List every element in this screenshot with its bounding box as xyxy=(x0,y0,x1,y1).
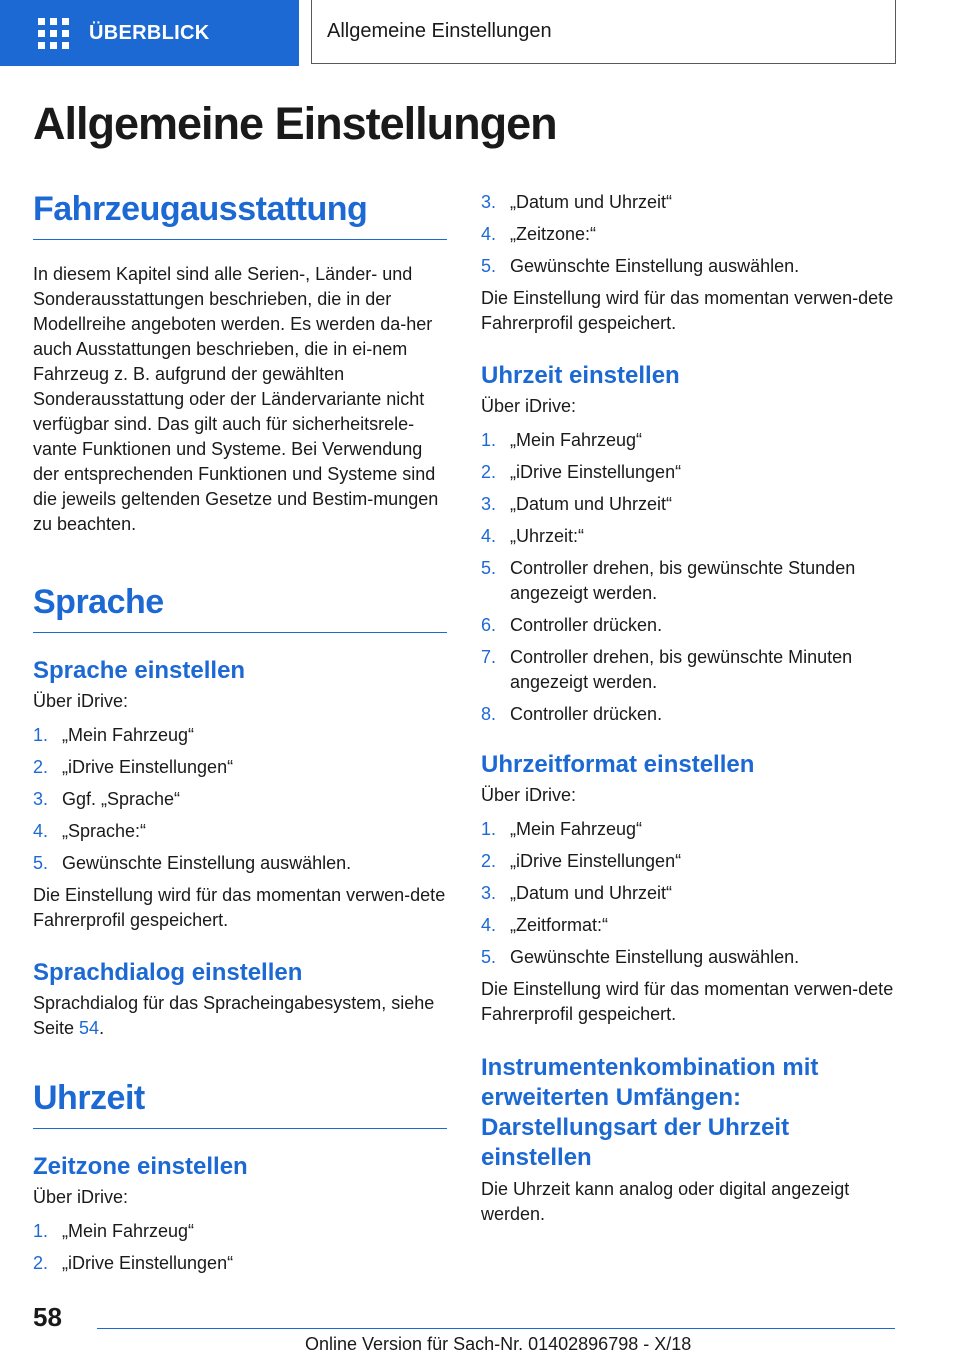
list-item: 5. Gewünschte Einstellung auswählen. xyxy=(33,853,352,873)
footer-divider xyxy=(97,1328,895,1329)
subsection-title-uhrzeitformat: Uhrzeitformat einstellen xyxy=(481,751,755,778)
breadcrumb[interactable] xyxy=(311,0,896,64)
subsection-title-uhrzeit-einstellen: Uhrzeit einstellen xyxy=(481,362,680,389)
zeitzone-steps-part1 xyxy=(33,1219,447,1276)
list-item: 3. „Datum und Uhrzeit“ xyxy=(481,192,673,212)
list-item: 2. „iDrive Einstellungen“ xyxy=(481,462,682,482)
list-item: 8. Controller drücken. xyxy=(481,704,663,724)
breadcrumb-label: Allgemeine Einstellungen xyxy=(327,20,552,42)
section-title-uhrzeit: Uhrzeit xyxy=(33,1079,447,1129)
list-item: 4. „Zeitformat:“ xyxy=(481,915,609,935)
page-header xyxy=(0,0,960,66)
list-item: 3. „Datum und Uhrzeit“ xyxy=(481,494,673,514)
right-column xyxy=(481,190,895,1227)
subsection-title-instrumentenkombination: Instrumentenkombination mit erweiterten Umfängen: Darstellungsart der Uhrzeit einstellen xyxy=(481,1054,819,1171)
sprachdialog-text: Sprachdialog für das Spracheingabesystem, siehe Seite 54. xyxy=(33,993,435,1038)
page-reference-link[interactable]: 54 xyxy=(79,1018,100,1038)
list-item: 2. „iDrive Einstellungen“ xyxy=(481,851,682,871)
list-item: 1. „Mein Fahrzeug“ xyxy=(33,725,195,745)
list-item: 7. Controller drehen, bis gewünschte Minuten angezeigt werden. xyxy=(481,647,853,692)
zeitzone-note: Die Einstellung wird für das momentan verwen-dete Fahrerprofil gespeichert. xyxy=(481,288,894,333)
sprache-steps xyxy=(33,723,447,876)
section-title-sprache: Sprache xyxy=(33,583,447,633)
list-item: 5. Gewünschte Einstellung auswählen. xyxy=(481,947,800,967)
sprache-intro: Über iDrive: xyxy=(33,691,129,711)
uhrzeitformat-note: Die Einstellung wird für das momentan verwen-dete Fahrerprofil gespeichert. xyxy=(481,979,894,1024)
section-title-fahrzeugausstattung: Fahrzeugausstattung xyxy=(33,190,447,240)
fahrzeugausstattung-text: In diesem Kapitel sind alle Serien-, Länder- und Sonderausstattungen beschrieben, die in der Modellreihe angeboten werden. Es werden da-her auch Ausstattungen beschrieben, die in ei-nem Fahrzeug z. B. aufgrund der gewählten Sonderausstattung oder der Ländervariante nicht verfügbar sind. Das gilt auch für sicherheitsrele-vante Funktionen und Systeme. Bei Verwendung der entsprechenden Funktionen und Systeme sind die jeweils geltenden Gesetze und Bestim-mungen zu beachten. xyxy=(33,264,439,534)
zeitzone-steps-part2 xyxy=(481,190,895,279)
list-item: 3. „Datum und Uhrzeit“ xyxy=(481,883,673,903)
sprache-note: Die Einstellung wird für das momentan verwen-dete Fahrerprofil gespeichert. xyxy=(33,885,446,930)
instrumentenkombination-text: Die Uhrzeit kann analog oder digital angezeigt werden. xyxy=(481,1179,850,1224)
page-title: Allgemeine Einstellungen xyxy=(33,98,557,149)
uhrzeitformat-intro: Über iDrive: xyxy=(481,785,577,805)
online-version-label: Online Version für Sach-Nr. 01402896798 - X/18 xyxy=(305,1334,692,1354)
uhrzeitformat-steps xyxy=(481,817,895,970)
list-item: 1. „Mein Fahrzeug“ xyxy=(481,430,643,450)
left-column xyxy=(33,190,447,1283)
overview-button[interactable] xyxy=(0,0,299,66)
list-item: 1. „Mein Fahrzeug“ xyxy=(481,819,643,839)
list-item: 4. „Uhrzeit:“ xyxy=(481,526,585,546)
grid-menu-icon xyxy=(38,18,69,49)
list-item: 6. Controller drücken. xyxy=(481,615,663,635)
list-item: 5. Gewünschte Einstellung auswählen. xyxy=(481,256,800,276)
list-item: 2. „iDrive Einstellungen“ xyxy=(33,757,234,777)
list-item: 2. „iDrive Einstellungen“ xyxy=(33,1253,234,1273)
list-item: 4. „Sprache:“ xyxy=(33,821,147,841)
page-number: 58 xyxy=(33,1302,62,1332)
list-item: 1. „Mein Fahrzeug“ xyxy=(33,1221,195,1241)
subsection-title-zeitzone: Zeitzone einstellen xyxy=(33,1153,248,1180)
list-item: 3. Ggf. „Sprache“ xyxy=(33,789,181,809)
zeitzone-intro: Über iDrive: xyxy=(33,1187,129,1207)
list-item: 4. „Zeitzone:“ xyxy=(481,224,597,244)
list-item: 5. Controller drehen, bis gewünschte Stunden angezeigt werden. xyxy=(481,558,856,603)
subsection-title-sprache-einstellen: Sprache einstellen xyxy=(33,657,246,684)
overview-label: ÜBERBLICK xyxy=(89,21,210,44)
uhrzeit-intro: Über iDrive: xyxy=(481,396,577,416)
subsection-title-sprachdialog: Sprachdialog einstellen xyxy=(33,959,303,986)
uhrzeit-steps xyxy=(481,428,895,727)
